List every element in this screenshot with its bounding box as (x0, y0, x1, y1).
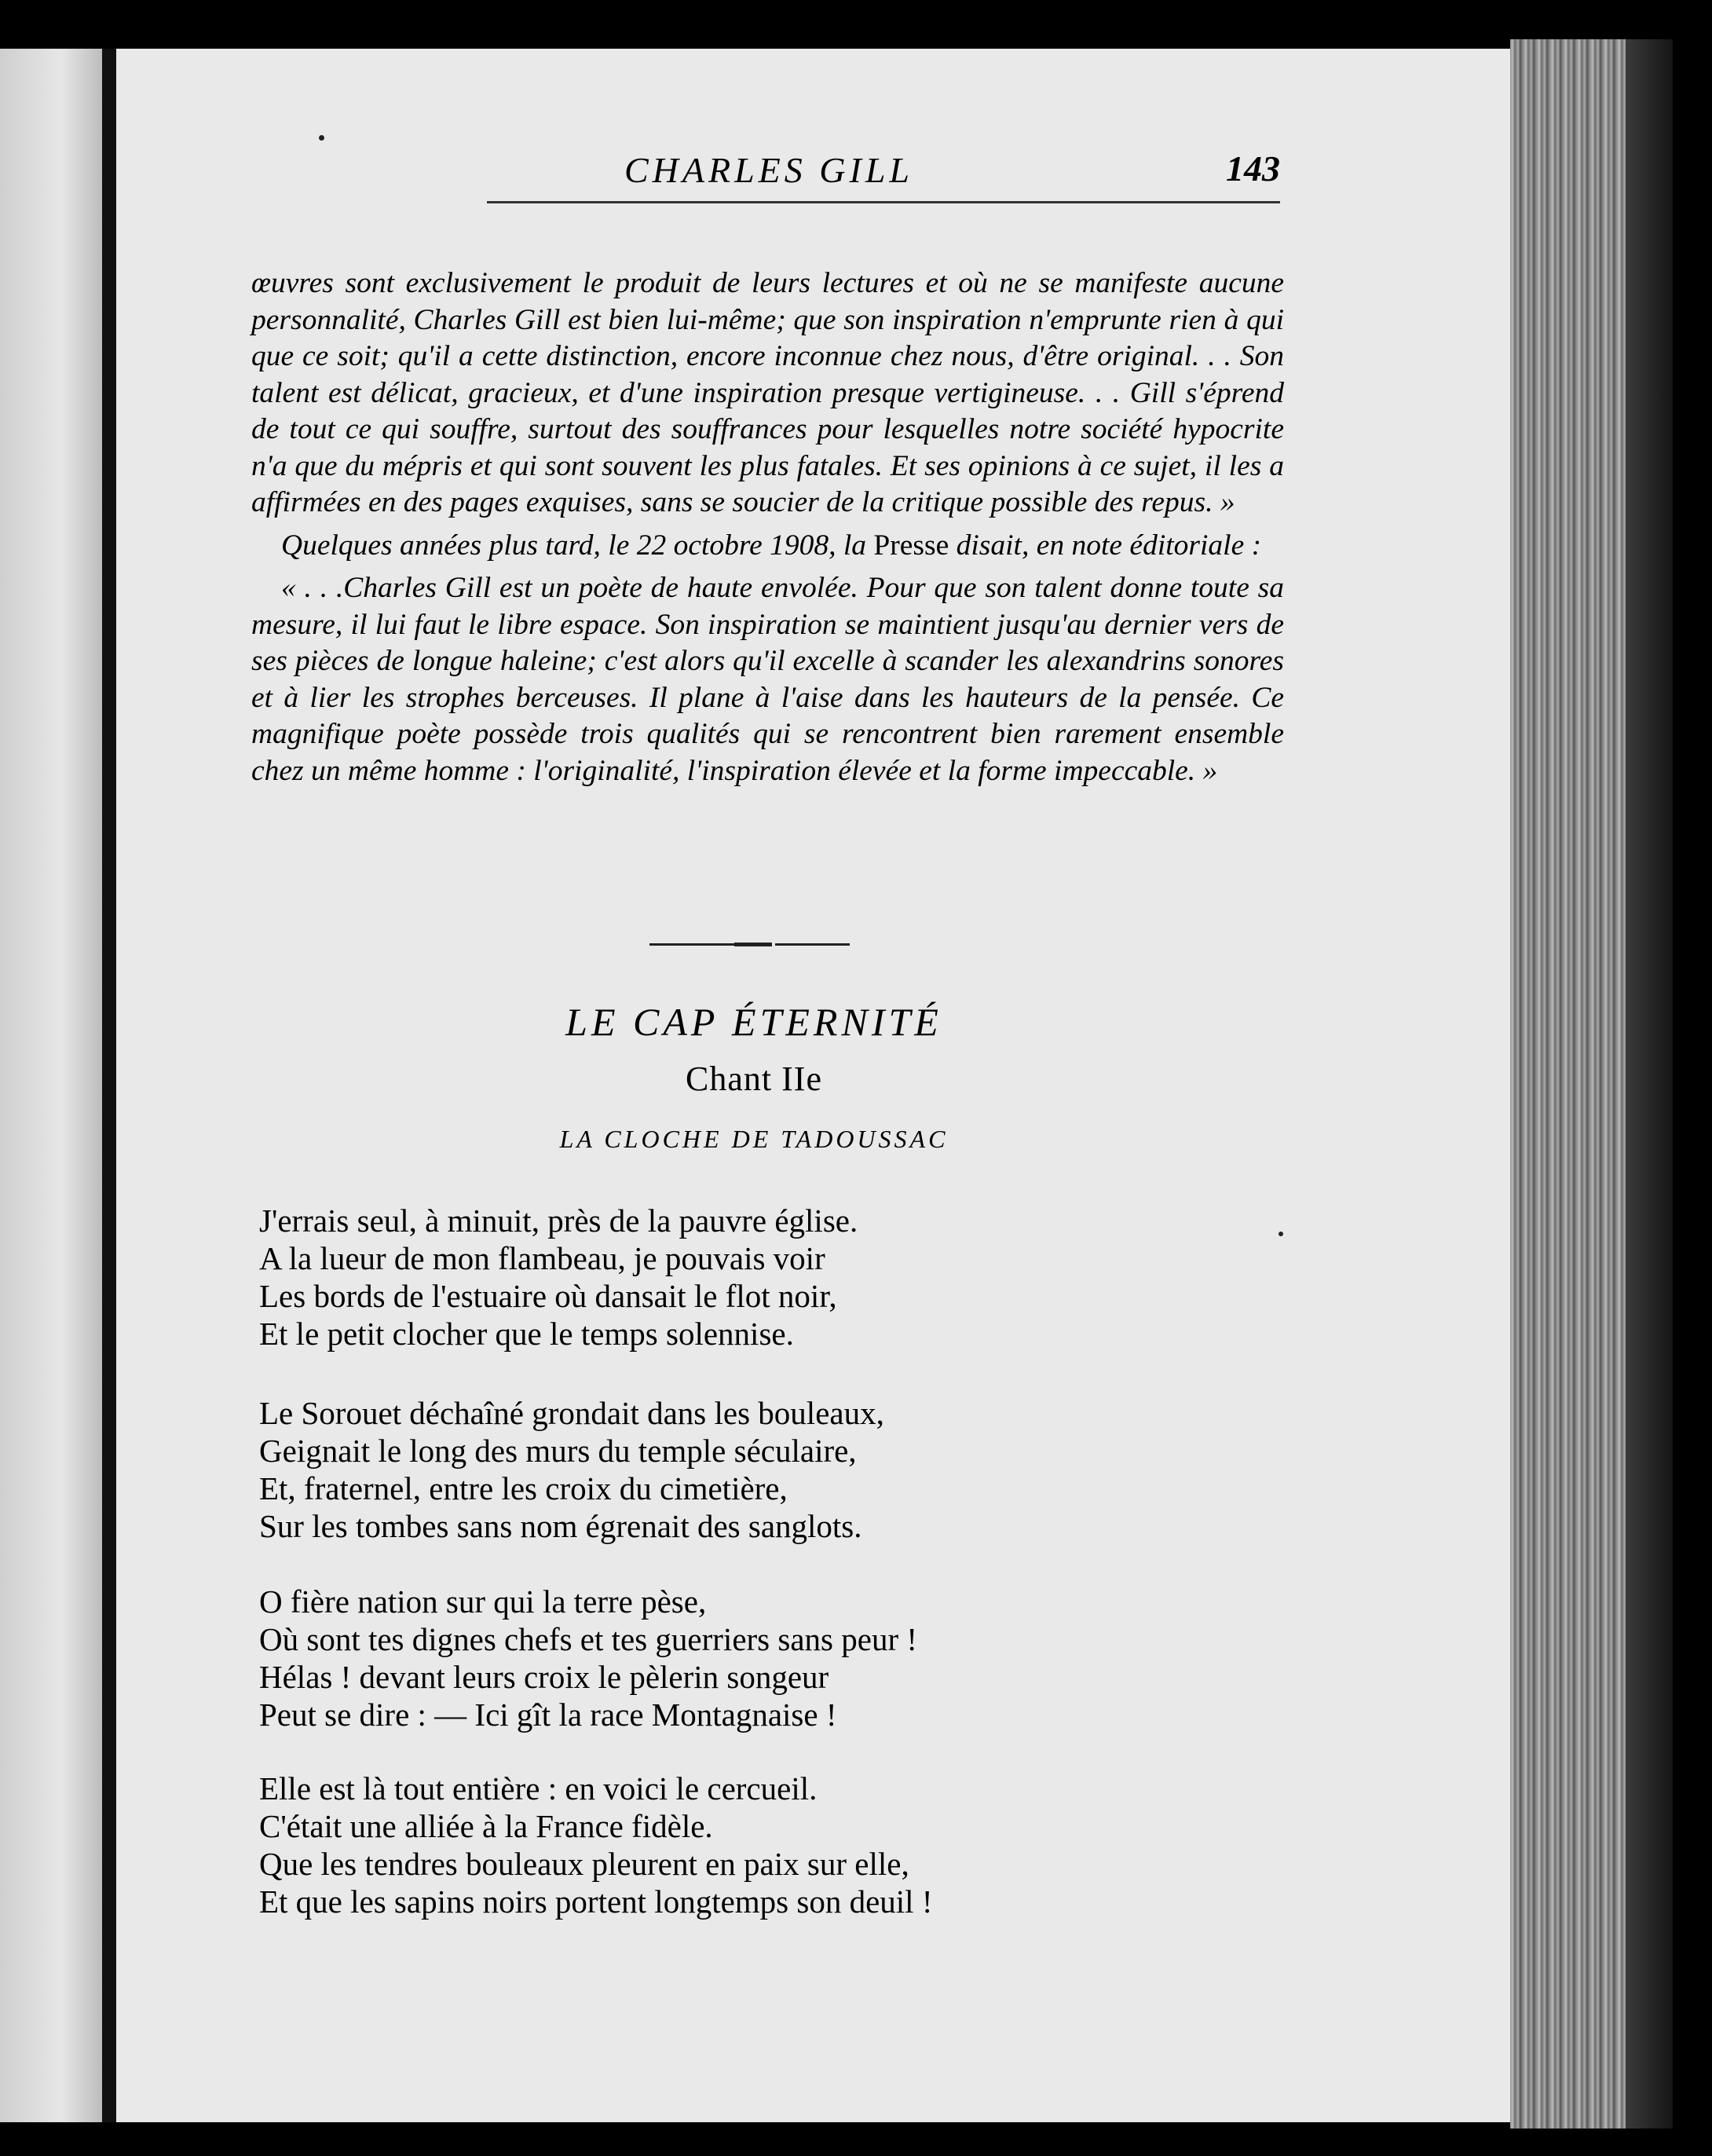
poem-subtitle: Chant IIe (686, 1060, 822, 1098)
verse-line: Sur les tombes sans nom égrenait des sanglots. (259, 1508, 862, 1544)
poem-section-heading: LA CLOCHE DE TADOUSSAC (559, 1125, 949, 1153)
quote-continuation: œuvres sont exclusivement le produit de leurs lectures et où ne se manifeste aucune personnalité, Charles Gill est bien lui-même; que son inspiration n'emprunte rien à qui que ce soit; qu'il a cette distinction, encore inconnue chez nous, d'être original. . . Son talent est délicat, gracieux, et d'une inspiration presque vertigineuse. . . Gill s'éprend de tout ce qui souffre, surtout des souffrances pour lesquelles notre société hypocrite n'a que du mépris et qui sont souvent les plus fatales. Et ses opinions à ce sujet, il les a affirmées en des pages exquises, sans se soucier de la critique possible des repus. » (251, 267, 1284, 518)
verse-line: Hélas ! devant leurs croix le pèlerin songeur (259, 1659, 829, 1695)
stanza-1 (259, 1202, 1280, 1353)
verse-line: J'errais seul, à minuit, près de la pauvre église. (259, 1202, 858, 1239)
stanza-2 (259, 1394, 1280, 1545)
previous-page-edge (0, 49, 116, 2122)
verse-line: C'était une alliée à la France fidèle. (259, 1808, 713, 1844)
verse-line: Et, fraternel, entre les croix du cimetière, (259, 1470, 788, 1506)
stanza-4 (259, 1770, 1280, 1920)
verse-line: Où sont tes dignes chefs et tes guerriers sans peur ! (259, 1621, 917, 1657)
verse-line: O fière nation sur qui la terre pèse, (259, 1583, 707, 1620)
running-head: CHARLES GILL (624, 150, 913, 190)
section-ornament (649, 943, 850, 947)
verse-line: Elle est là tout entière : en voici le cercueil. (259, 1770, 818, 1806)
editorial-intro (251, 528, 1284, 565)
poem-title: LE CAP ÉTERNITÉ (565, 1000, 942, 1044)
journal-name: Presse (873, 529, 949, 562)
verse-line: Geignait le long des murs du temple séculaire, (259, 1433, 857, 1469)
verse-line: Peut se dire : — Ici gît la race Montagnaise ! (259, 1697, 837, 1733)
verse-line: Et le petit clocher que le temps solennise. (259, 1316, 794, 1352)
prose-block (251, 265, 1284, 789)
verse-line: Que les tendres bouleaux pleurent en paix sur elle, (259, 1846, 909, 1882)
page-number: 143 (1226, 148, 1280, 189)
binding-shadow (1626, 39, 1673, 2129)
ink-speck (319, 135, 324, 141)
editorial-intro-text: Quelques années plus tard, le 22 octobre 1908, la (281, 529, 874, 562)
verse-line: Les bords de l'estuaire où dansait le flot noir, (259, 1278, 837, 1314)
verse-line: Et que les sapins noirs portent longtemps son deuil ! (259, 1883, 933, 1920)
verse-line: Le Sorouet déchaîné grondait dans les bouleaux, (259, 1395, 884, 1431)
page-header (487, 140, 1280, 195)
editorial-intro-text-end: disait, en note éditoriale : (949, 529, 1262, 562)
editorial-quote: « . . .Charles Gill est un poète de haute envolée. Pour que son talent donne toute sa mesure, il lui faut le libre espace. Son inspiration se maintient jusqu'au dernier vers de ses pièces de longue haleine; c'est alors qu'il excelle à scander les alexandrins sonores et à lier les strophes berceuses. Il plane à l'aise dans les hauteurs de la pensée. Ce magnifique poète possède trois qualités qui se rencontrent bien rarement ensemble chez un même homme : l'originalité, l'inspiration élevée et la forme impeccable. » (251, 572, 1284, 787)
header-rule (487, 201, 1280, 203)
verse-line: A la lueur de mon flambeau, je pouvais voir (259, 1240, 825, 1276)
stanza-3 (259, 1583, 1280, 1733)
